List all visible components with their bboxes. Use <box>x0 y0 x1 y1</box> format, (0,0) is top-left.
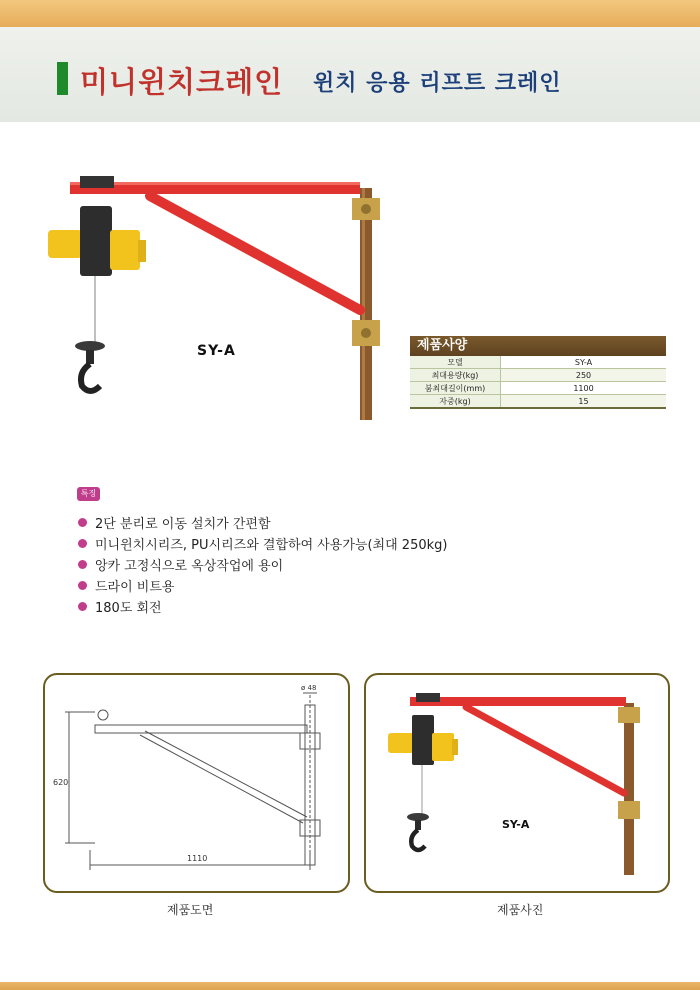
winch-motor <box>48 230 82 258</box>
crane-photo <box>366 675 668 891</box>
page-title: 미니윈치크레인 <box>80 65 284 99</box>
bullet-icon <box>78 518 87 527</box>
spec-value: 15 <box>501 395 667 409</box>
features-badge: 특징 <box>77 487 100 501</box>
feature-list <box>78 512 447 617</box>
table-row <box>410 382 666 395</box>
top-stripe <box>0 0 700 27</box>
table-row <box>410 395 666 409</box>
hook-icon <box>81 364 100 391</box>
table-row <box>410 356 666 369</box>
length-label: 1110 <box>187 854 208 863</box>
crane-product-image <box>40 160 400 430</box>
crane-pole <box>360 188 372 420</box>
spec-label: 모델 <box>410 356 501 369</box>
list-item <box>78 554 447 575</box>
bullet-icon <box>78 581 87 590</box>
spec-value: SY-A <box>501 356 667 369</box>
drawing-panel <box>43 673 350 893</box>
photo-model-label: SY-A <box>502 818 530 831</box>
feature-text: 드라이 비트용 <box>95 580 175 595</box>
bullet-icon <box>78 539 87 548</box>
spec-value: 1100 <box>501 382 667 395</box>
list-item <box>78 575 447 596</box>
hero-model-label: SY-A <box>197 343 236 359</box>
feature-text: 미니윈치시리즈, PU시리즈와 결합하여 사용가능(최대 250kg) <box>95 538 448 553</box>
hook-icon <box>411 830 425 850</box>
photo-panel <box>364 673 670 893</box>
trolley <box>80 176 114 188</box>
crane-brace <box>150 196 360 310</box>
winch-body <box>80 206 112 276</box>
spec-label: 자중(kg) <box>410 395 501 409</box>
page-subtitle: 윈치 응용 리프트 크레인 <box>313 71 562 96</box>
photo-caption: 제품사진 <box>497 903 544 917</box>
bullet-icon <box>78 602 87 611</box>
bullet-icon <box>78 560 87 569</box>
feature-text: 2단 분리로 이동 설치가 간편함 <box>95 517 271 532</box>
spec-table-box <box>410 336 666 409</box>
spec-value: 250 <box>501 369 667 382</box>
title-accent-bar <box>57 62 68 95</box>
spec-table <box>410 356 666 409</box>
spec-label: 붐최대길이(mm) <box>410 382 501 395</box>
bottom-stripe <box>0 982 700 990</box>
height-label: 620 <box>53 778 69 787</box>
drawing-caption: 제품도면 <box>167 903 214 917</box>
list-item <box>78 596 447 617</box>
list-item <box>78 512 447 533</box>
spec-heading: 제품사양 <box>410 336 666 356</box>
feature-text: 180도 회전 <box>95 601 162 616</box>
feature-text: 앙카 고정식으로 옥상작업에 용이 <box>95 559 284 574</box>
diameter-label: ø 48 <box>301 684 317 692</box>
list-item <box>78 533 447 554</box>
spec-label: 최대용량(kg) <box>410 369 501 382</box>
table-row <box>410 369 666 382</box>
